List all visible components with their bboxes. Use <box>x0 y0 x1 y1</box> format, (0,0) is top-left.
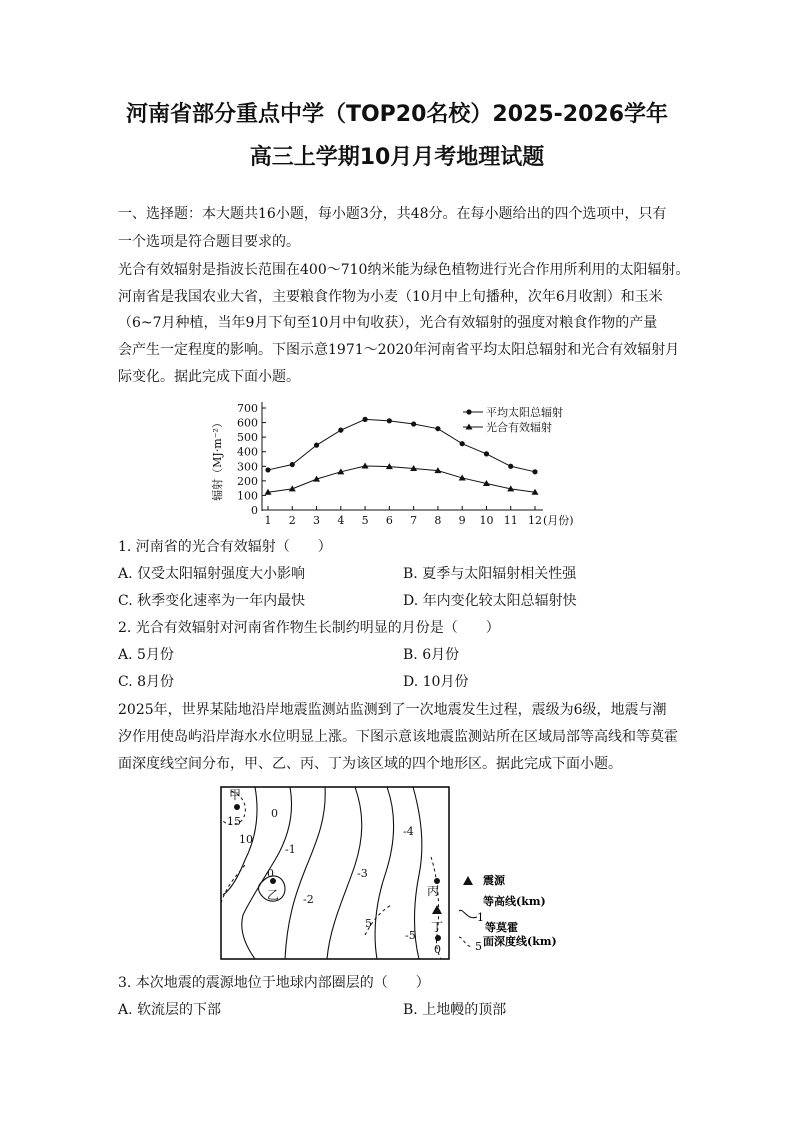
series-1-point <box>484 451 489 456</box>
moho-value: 15 <box>227 815 241 828</box>
x-tick-label: 10 <box>479 514 494 527</box>
legend-epicenter-icon <box>463 876 473 885</box>
q2-option-c[interactable]: C. 8月份 <box>118 674 175 690</box>
passage1-line: 际变化。据此完成下面小题。 <box>118 369 300 385</box>
q1-option-a[interactable]: A. 仅受太阳辐射强度大小影响 <box>118 566 306 582</box>
x-tick-label: 5 <box>361 514 369 527</box>
x-tick-label: 6 <box>385 514 393 527</box>
series-1-point <box>362 417 367 422</box>
q1-option-c[interactable]: C. 秋季变化速率为一年内最快 <box>118 593 306 609</box>
x-tick-label: 9 <box>458 514 466 527</box>
series-1-point <box>387 418 392 423</box>
series-1-point <box>265 467 270 472</box>
y-tick-label: 0 <box>251 504 258 517</box>
passage1-line: 光合有效辐射是指波长范围在400～710纳米能为绿色植物进行光合作用所利用的太阳辐射。 <box>118 262 690 278</box>
y-tick-label: 700 <box>237 402 258 415</box>
contour-value: -3 <box>357 867 368 880</box>
x-tick-label: 12 <box>528 514 542 527</box>
moho-value: 10 <box>239 833 253 846</box>
x-tick-label: 2 <box>288 514 296 527</box>
y-axis-label: 辐射（MJ·m⁻²） <box>211 417 224 501</box>
q1-option-d[interactable]: D. 年内变化较太阳总辐射快 <box>403 593 577 609</box>
x-tick-label: 4 <box>337 514 345 527</box>
q1-stem: 1. 河南省的光合有效辐射（ ） <box>118 539 332 555</box>
passage1-line: 河南省是我国农业大省，主要粮食作物为小麦（10月中上旬播种，次年6月收割）和玉米 <box>118 289 663 305</box>
legend-contour-sample: 1 <box>477 911 484 924</box>
point-jia <box>234 804 240 810</box>
x-tick-label: 1 <box>264 514 272 527</box>
y-tick-label: 100 <box>237 489 258 503</box>
contour-value: 0 <box>434 943 441 956</box>
passage1-line: （6~7月种植，当年9月下旬至10月中旬收获），光合有效辐射的强度对粮食作物的产量 <box>118 315 658 331</box>
q2-option-d[interactable]: D. 10月份 <box>403 674 469 690</box>
q3-stem: 3. 本次地震的震源地位于地球内部圈层的（ ） <box>118 975 430 991</box>
passage1-line: 会产生一定程度的影响。下图示意1971～2020年河南省平均太阳总辐射和光合有效辐射月 <box>118 342 680 358</box>
q3-option-b[interactable]: B. 上地幔的顶部 <box>403 1002 507 1018</box>
series-1-point <box>314 443 319 448</box>
series-1-point <box>460 441 465 446</box>
y-tick-label: 400 <box>237 445 258 459</box>
legend-moho-sample-line <box>459 937 473 947</box>
document-title-line1: 河南省部分重点中学（TOP20名校）2025-2026学年 <box>125 102 669 127</box>
contour-line <box>375 787 394 959</box>
x-tick-label: 11 <box>503 514 518 527</box>
series-1-point <box>338 428 343 433</box>
q2-stem: 2. 光合有效辐射对河南省作物生长制约明显的月份是（ ） <box>118 620 500 636</box>
y-tick-label: 600 <box>237 416 258 430</box>
moho-value: 5 <box>365 917 372 930</box>
x-tick-label: 8 <box>434 514 442 527</box>
document-title-line2: 高三上学期10月月考地理试题 <box>249 145 545 170</box>
x-tick-label: 3 <box>313 514 321 527</box>
contour-value: -2 <box>303 893 314 906</box>
y-tick-label: 200 <box>237 474 258 488</box>
legend-marker-1 <box>466 409 471 414</box>
series-2-point <box>362 462 369 468</box>
legend-label-1: 平均太阳总辐射 <box>486 406 563 419</box>
legend-label-2: 光合有效辐射 <box>486 421 552 434</box>
series-1-point <box>508 464 513 469</box>
passage2-line: 汐作用使岛屿沿岸海水水位明显上涨。下图示意该地震监测站所在区域局部等高线和等莫霍 <box>118 729 678 745</box>
q1-option-b[interactable]: B. 夏季与太阳辐射相关性强 <box>403 566 577 582</box>
contour-value: 0 <box>271 807 278 820</box>
legend-moho-line1: 等莫霍 <box>485 921 518 934</box>
y-tick-label: 500 <box>237 431 258 445</box>
passage2-line: 面深度线空间分布，甲、乙、丙、丁为该区域的四个地形区。据此完成下面小题。 <box>118 756 622 772</box>
series-1-point <box>411 421 416 426</box>
label-ding: 丁 <box>431 920 444 934</box>
contour-value: 0 <box>267 867 274 880</box>
point-ding <box>435 935 441 941</box>
section-intro-line: 一、选择题：本大题共16小题，每小题3分，共48分。在每小题给出的四个选项中，只有 <box>118 206 667 222</box>
label-jia: 甲 <box>229 788 242 802</box>
label-yi: 乙 <box>267 888 280 902</box>
legend-moho-sample: 5 <box>475 940 482 953</box>
legend-contour: 等高线(km) <box>483 895 546 908</box>
label-bing: 丙 <box>427 884 440 898</box>
passage2-line: 2025年，世界某陆地沿岸地震监测站监测到了一次地震发生过程，震级为6级，地震与潮 <box>118 702 667 718</box>
series-1-point <box>532 469 537 474</box>
series-1-point <box>435 426 440 431</box>
contour-value: -5 <box>405 929 416 942</box>
x-tick-label: 7 <box>410 514 418 527</box>
legend-moho-line2: 面深度线(km) <box>483 935 557 948</box>
contour-value: -4 <box>403 825 414 838</box>
x-axis-label: (月份) <box>543 514 574 527</box>
section-intro-line: 一个选项是符合题目要求的。 <box>118 234 300 250</box>
contour-moho-map <box>215 785 590 965</box>
legend-epicenter: 震源 <box>483 874 505 887</box>
legend-contour-sample-line <box>459 910 477 917</box>
q2-option-a[interactable]: A. 5月份 <box>118 647 174 663</box>
radiation-line-chart <box>205 398 595 533</box>
q3-option-a[interactable]: A. 软流层的下部 <box>118 1002 222 1018</box>
series-1-point <box>290 462 295 467</box>
q2-option-b[interactable]: B. 6月份 <box>403 647 460 663</box>
series-line-2 <box>268 466 535 492</box>
contour-value: -1 <box>285 843 296 856</box>
y-tick-label: 300 <box>237 460 258 474</box>
epicenter-icon <box>432 905 442 914</box>
